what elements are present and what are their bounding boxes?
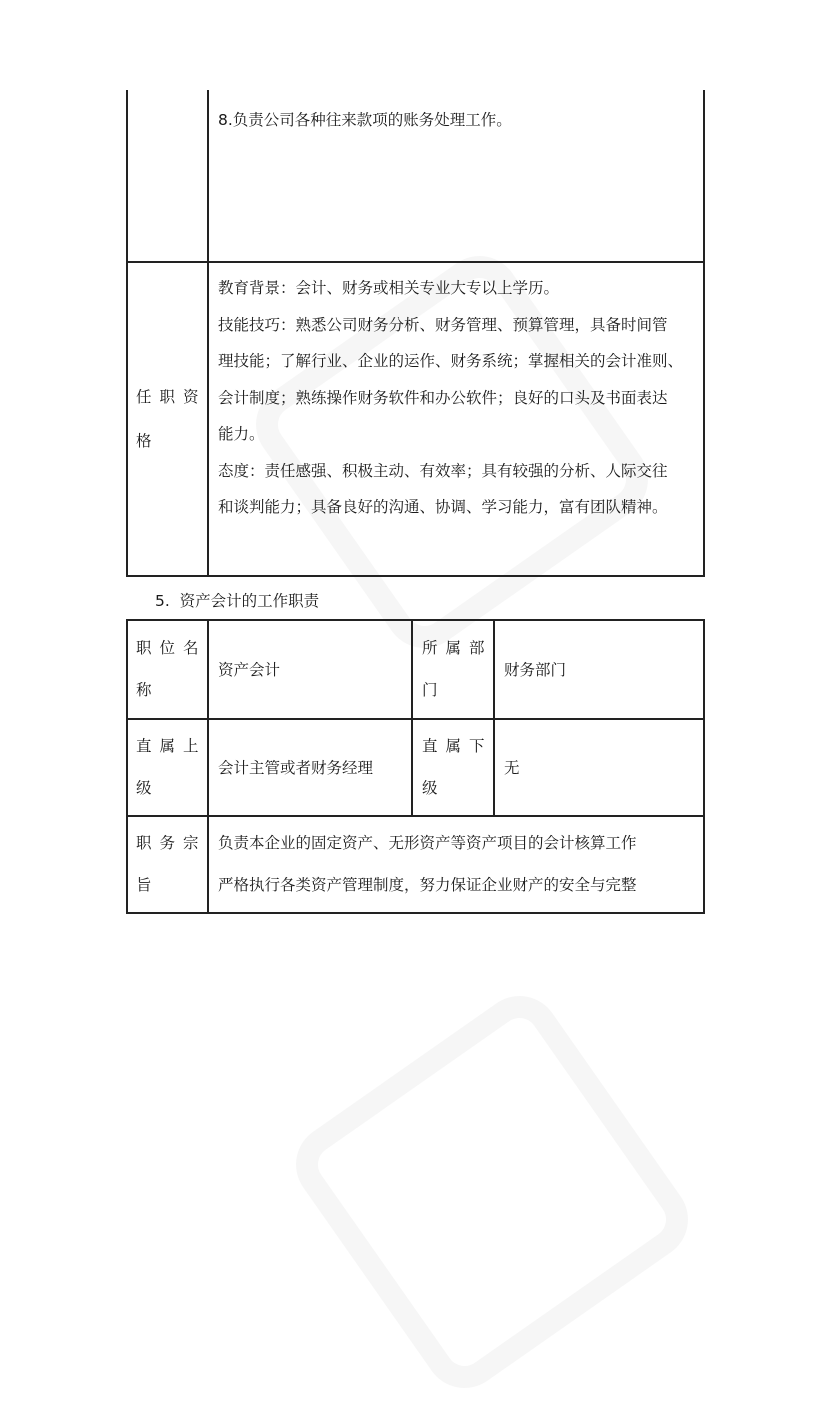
qualification-text: 教育背景：会计、财务或相关专业大专以上学历。 技能技巧：熟悉公司财务分析、财务管理、预算管理，具备时间管 理技能；了解行业、企业的运作、财务系统；掌握相关的会计准则、 会计制度；熟练操作财务软件和办公软件；良好的口头及书面表达 能力。 态度：责任感强、积极主动、有效率；具有较强的分析、人际交往 和谈判能力；具备良好的沟通、协调、学习能力，富有团队精神。 — [218, 279, 684, 516]
job-purpose-line-2: 严格执行各类资产管理制度，努力保证企业财产的安全与完整 — [218, 876, 637, 894]
duty-item-8: 8.负责公司各种往来款项的账务处理工作。 — [218, 111, 512, 129]
position-name-value: 资产会计 — [218, 661, 281, 679]
watermark — [280, 980, 703, 1403]
direct-superior-value: 会计主管或者财务经理 — [218, 759, 374, 777]
job-purpose-line-1: 负责本企业的固定资产、无形资产等资产项目的会计核算工作 — [218, 834, 637, 852]
department-value: 财务部门 — [504, 661, 567, 679]
direct-subordinate-value: 无 — [504, 759, 520, 777]
section-heading: 5. 资产会计的工作职责 — [155, 592, 320, 610]
